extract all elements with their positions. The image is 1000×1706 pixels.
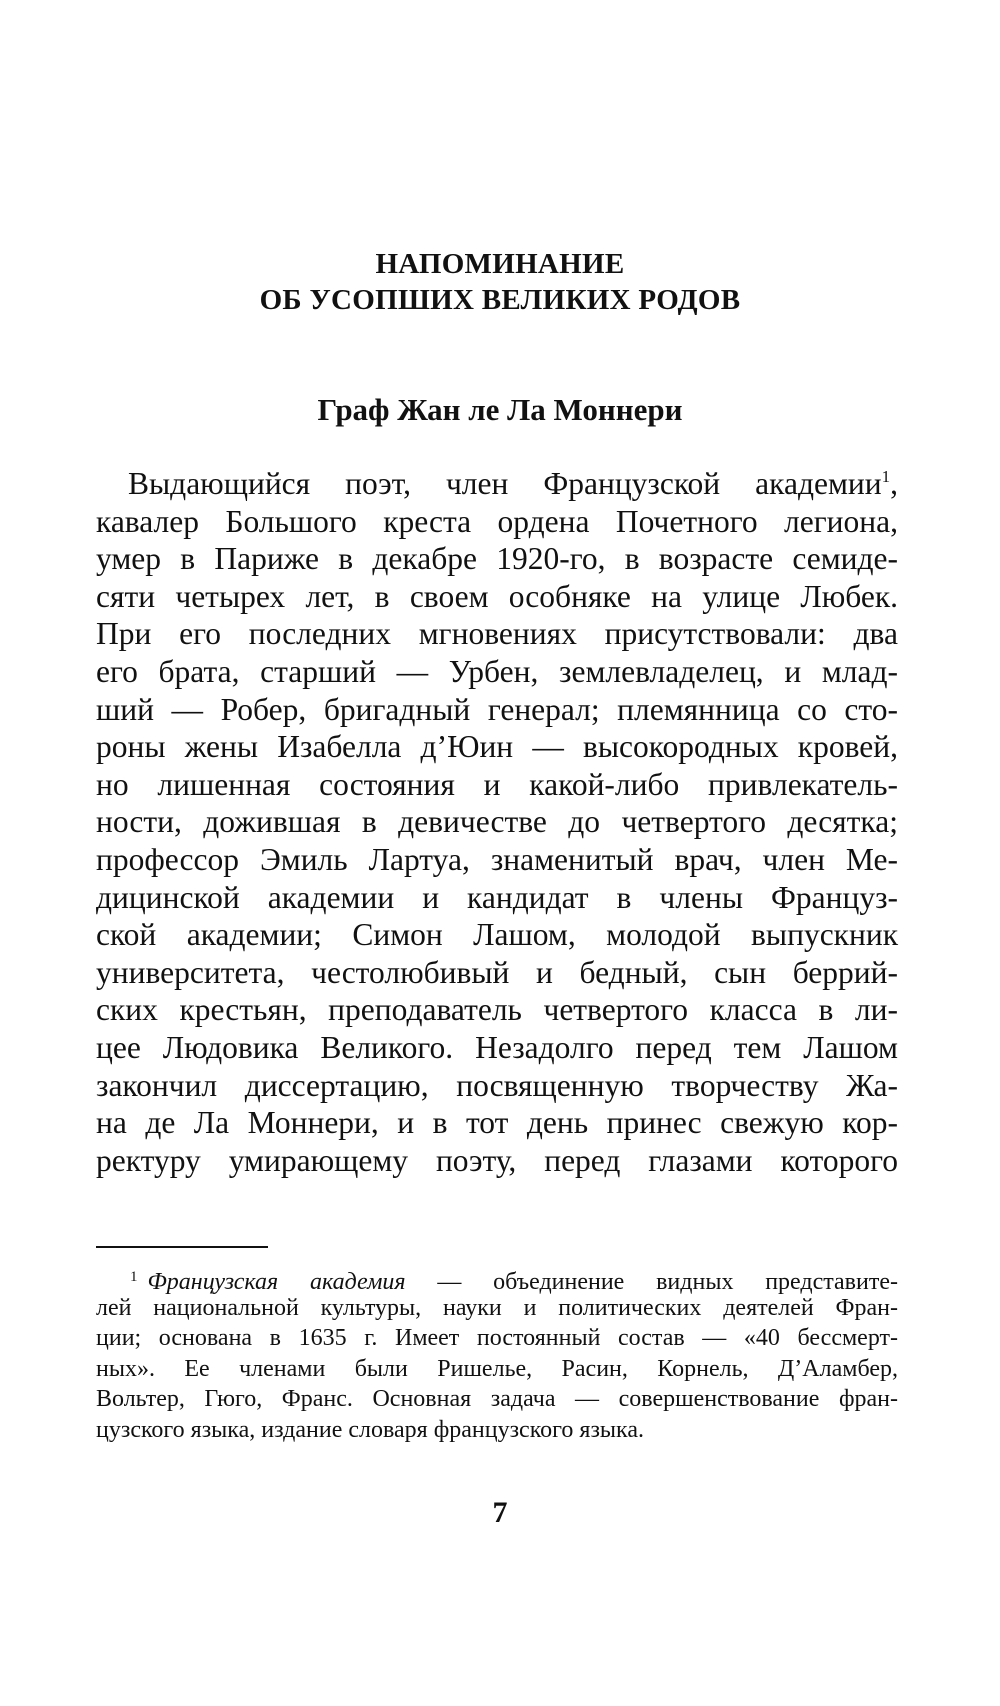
body-line: кавалер Большого креста ордена Почетного легиона, [96, 503, 898, 539]
body-line-text: Выдающийся поэт, член Французской академии [128, 466, 882, 501]
body-line-punct: , [890, 466, 898, 501]
footnote-line [96, 1262, 898, 1293]
body-text [96, 465, 898, 1179]
footnote-ref[interactable]: 1 [881, 467, 891, 486]
body-line: ший — Робер, бригадный генерал; племянница со сто- [96, 691, 898, 727]
footnote-line: цузского языка, издание словаря французского языка. [96, 1416, 644, 1443]
body-line: При его последних мгновениях присутствовали: два [96, 616, 898, 652]
chapter-title-line-2: ОБ УСОПШИХ ВЕЛИКИХ РОДОВ [259, 284, 741, 316]
body-line: на де Ла Моннери, и в тот день принес свежую кор- [96, 1105, 898, 1141]
body-line: его брата, старший — Урбен, землевладелец, и млад- [96, 653, 898, 689]
body-line: ности, дожившая в девичестве до четвертого десятка; [96, 804, 898, 840]
page-number: 7 [492, 1496, 508, 1529]
body-line: но лишенная состояния и какой-либо привлекатель- [96, 766, 898, 802]
body-line: закончил диссертацию, посвященную творчеству Жа- [96, 1067, 898, 1103]
footnote [96, 1262, 898, 1445]
body-line: роны жены Изабелла д’Юин — высокородных кровей, [96, 729, 898, 765]
footnote-number: 1 [130, 1269, 138, 1285]
body-line: ских крестьян, преподаватель четвертого класса в ли- [96, 992, 898, 1028]
chapter-title-line-1: НАПОМИНАНИЕ [375, 248, 625, 280]
footnote-term: Французская академия [147, 1269, 406, 1295]
footnote-divider [96, 1246, 268, 1248]
body-line: дицинской академии и кандидат в члены Француз- [96, 879, 898, 915]
body-line: ректуру умирающему поэту, перед глазами которого [96, 1142, 898, 1178]
body-line: университета, честолюбивый и бедный, сын беррий- [96, 954, 898, 990]
footnote-line: лей национальной культуры, науки и политических деятелей Фран- [96, 1294, 898, 1321]
footnote-line: ных». Ее членами были Ришелье, Расин, Корнель, Д’Аламбер, [96, 1355, 898, 1382]
body-line [96, 465, 898, 503]
footnote-text: — объединение видных представите- [405, 1269, 898, 1295]
body-line: сяти четырех лет, в своем особняке на улице Любек. [96, 578, 898, 614]
body-line: цее Людовика Великого. Незадолго перед тем Лашом [96, 1029, 898, 1065]
footnote-line: ции; основана в 1635 г. Имеет постоянный состав — «40 бессмерт- [96, 1325, 898, 1351]
footnote-line: Вольтер, Гюго, Франс. Основная задача — совершенствование фран- [96, 1386, 898, 1412]
body-line: ской академии; Симон Лашом, молодой выпускник [96, 917, 898, 953]
body-line: профессор Эмиль Лартуа, знаменитый врач, член Ме- [96, 841, 898, 877]
body-line: умер в Париже в декабре 1920-го, в возрасте семиде- [96, 541, 898, 577]
section-heading: Граф Жан ле Ла Моннери [317, 392, 683, 427]
